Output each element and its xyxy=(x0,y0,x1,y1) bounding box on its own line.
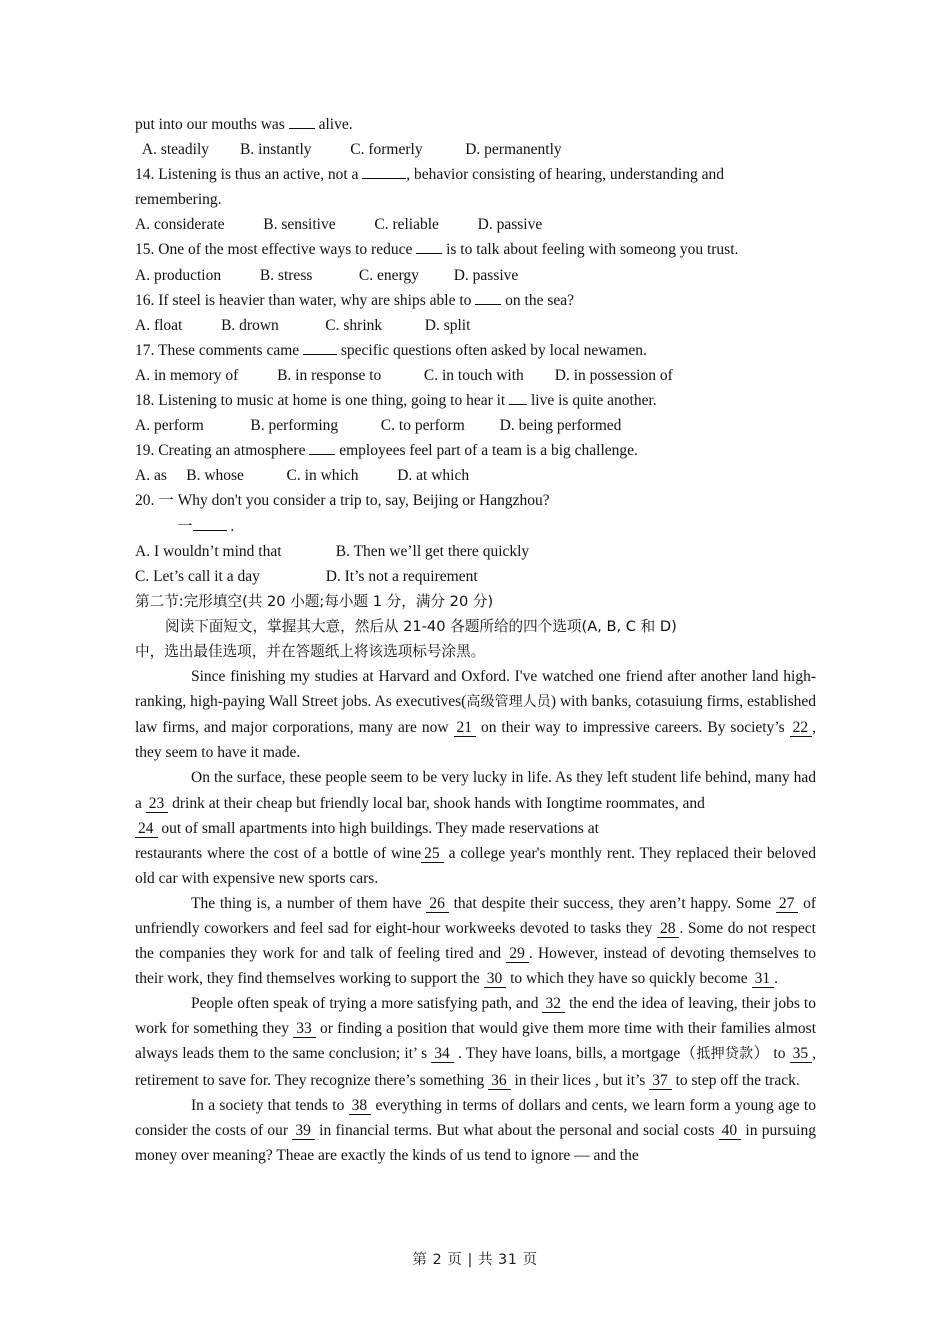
cloze-blank-39: 39 xyxy=(292,1122,315,1140)
question-15-stem: 15. One of the most effective ways to reduce is to talk about feeling with someong you trust. xyxy=(135,241,739,259)
question-15-options: A. production B. stress C. energy D. passive xyxy=(135,266,519,284)
cloze-blank-35: 35 xyxy=(790,1045,813,1063)
answer-blank xyxy=(475,304,501,305)
page-footer: 第 2 页 | 共 31 页 xyxy=(412,1252,538,1268)
passage-paragraph-2-part-2: 24 out of small apartments into high buildings. They made reservations at xyxy=(135,816,816,841)
answer-blank xyxy=(416,253,442,254)
passage-paragraph-2-part-1: On the surface, these people seem to be very lucky in life. As they left student life behind, many had a 23 drink at their cheap but friendly local bar, shook hands with Iongtime roommates, and xyxy=(135,769,816,812)
question-17-options: A. in memory of B. in response to C. in touch with D. in possession of xyxy=(135,366,673,384)
cloze-blank-23: 23 xyxy=(146,795,169,813)
cloze-blank-37: 37 xyxy=(649,1072,672,1090)
cloze-blank-34: 34 xyxy=(431,1045,454,1063)
cloze-blank-36: 36 xyxy=(488,1072,511,1090)
question-20-reply: 一 . xyxy=(177,517,235,535)
question-20-options-row-2: C. Let’s call it a day D. It’s not a requirement xyxy=(135,567,478,585)
answer-blank xyxy=(309,454,335,455)
section-two-instruction-line-2: 中，选出最佳选项，并在答题纸上将该选项标号涂黑。 xyxy=(135,642,486,660)
cloze-blank-32: 32 xyxy=(542,995,565,1013)
question-14-stem-line2: remembering. xyxy=(135,191,222,209)
cloze-blank-28: 28 xyxy=(657,920,680,938)
section-two-instruction-line-1: 阅读下面短文，掌握其大意，然后从 21-40 各题所给的四个选项(A, B, C 和 D) xyxy=(165,617,677,635)
question-14-options: A. considerate B. sensitive C. reliable D. passive xyxy=(135,216,543,234)
question-14-stem: 14. Listening is thus an active, not a , behavior consisting of hearing, understanding and xyxy=(135,166,724,184)
cloze-blank-33: 33 xyxy=(293,1020,316,1038)
question-13-options: A. steadily B. instantly C. formerly D. permanently xyxy=(135,141,562,159)
question-20-options-row-1: A. I wouldn’t mind that B. Then we’ll get there quickly xyxy=(135,542,530,560)
passage-paragraph-5: In a society that tends to 38 everything in terms of dollars and cents, we learn form a young age to consider the costs of our 39 in financial terms. But what about the personal and social costs 40 in pursuing money over meaning? Theae are exactly the kinds of us tend to ignore — and the xyxy=(135,1096,816,1164)
answer-blank xyxy=(509,404,527,405)
cloze-blank-24: 24 xyxy=(135,820,158,838)
answer-blank xyxy=(289,128,315,129)
cloze-blank-30: 30 xyxy=(484,970,507,988)
question-16-stem: 16. If steel is heavier than water, why are ships able to on the sea? xyxy=(135,291,575,309)
gloss-mortgage: 抵押贷款 xyxy=(696,1046,754,1063)
passage-paragraph-1: Since finishing my studies at Harvard and Oxford. I've watched one friend after another land high-ranking, high-paying Wall Street jobs. As executives(高级管理人员) with banks, cotasuiung firms, established law firms, and major corporations, many are now 21 on their way to impressive careers. By society’s 22 , they seem to have it made. xyxy=(135,668,817,762)
passage-paragraph-4: People often speak of trying a more satisfying path, and 32 the end the idea of leaving, their jobs to work for something they 33 or finding a position that would give them more time with their families almost always leads them to the same conclusion; it’ s 34 . They have loans, bills, a mortgage（抵押贷款） to 35 , retirement to save for. They recognize there’s something 36 in their lices , but it’s 37 to step off the track. xyxy=(135,995,816,1089)
question-18-stem: 18. Listening to music at home is one thing, going to hear it live is quite another. xyxy=(135,392,657,410)
cloze-blank-26: 26 xyxy=(426,895,449,913)
cloze-blank-27: 27 xyxy=(776,895,799,913)
question-16-options: A. float B. drown C. shrink D. split xyxy=(135,316,471,334)
question-13-stem: put into our mouths was alive. xyxy=(135,116,353,133)
answer-blank xyxy=(193,530,227,531)
section-two-heading: 第二节:完形填空(共 20 小题;每小题 1 分，满分 20 分) xyxy=(135,592,494,610)
passage-paragraph-2-part-3: restaurants where the cost of a bottle of wine 25 a college year's monthly rent. They replaced their beloved old car with expensive new sports cars. xyxy=(135,844,816,887)
cloze-blank-25: 25 xyxy=(421,845,444,863)
cloze-blank-40: 40 xyxy=(719,1122,742,1140)
question-20-stem: 20. 一 Why don't you consider a trip to, say, Beijing or Hangzhou? xyxy=(135,492,550,510)
question-19-stem: 19. Creating an atmosphere employees feel part of a team is a big challenge. xyxy=(135,442,638,460)
question-17-stem: 17. These comments came specific questions often asked by local newamen. xyxy=(135,341,647,359)
passage-paragraph-3: The thing is, a number of them have 26 that despite their success, they aren’t happy. Some 27 of unfriendly coworkers and feel sad for eight-hour workweeks devoted to tasks they 28 . Some do not respect the companies they work for and talk of feeling tired and 29 . However, instead of devoting themselves to their work, they find themselves working to support the 30 to which they have so quickly become 31 . xyxy=(135,894,816,988)
cloze-blank-31: 31 xyxy=(752,970,775,988)
exam-page-content xyxy=(135,112,816,1168)
cloze-blank-21: 21 xyxy=(454,719,477,737)
question-18-options: A. perform B. performing C. to perform D. being performed xyxy=(135,417,622,435)
answer-blank xyxy=(303,354,337,355)
cloze-blank-22: 22 xyxy=(790,719,813,737)
answer-blank xyxy=(362,178,406,179)
question-19-options: A. as B. whose C. in which D. at which xyxy=(135,467,470,485)
gloss-executives: 高级管理人员 xyxy=(466,694,551,711)
cloze-blank-29: 29 xyxy=(506,945,529,963)
cloze-blank-38: 38 xyxy=(349,1097,372,1115)
